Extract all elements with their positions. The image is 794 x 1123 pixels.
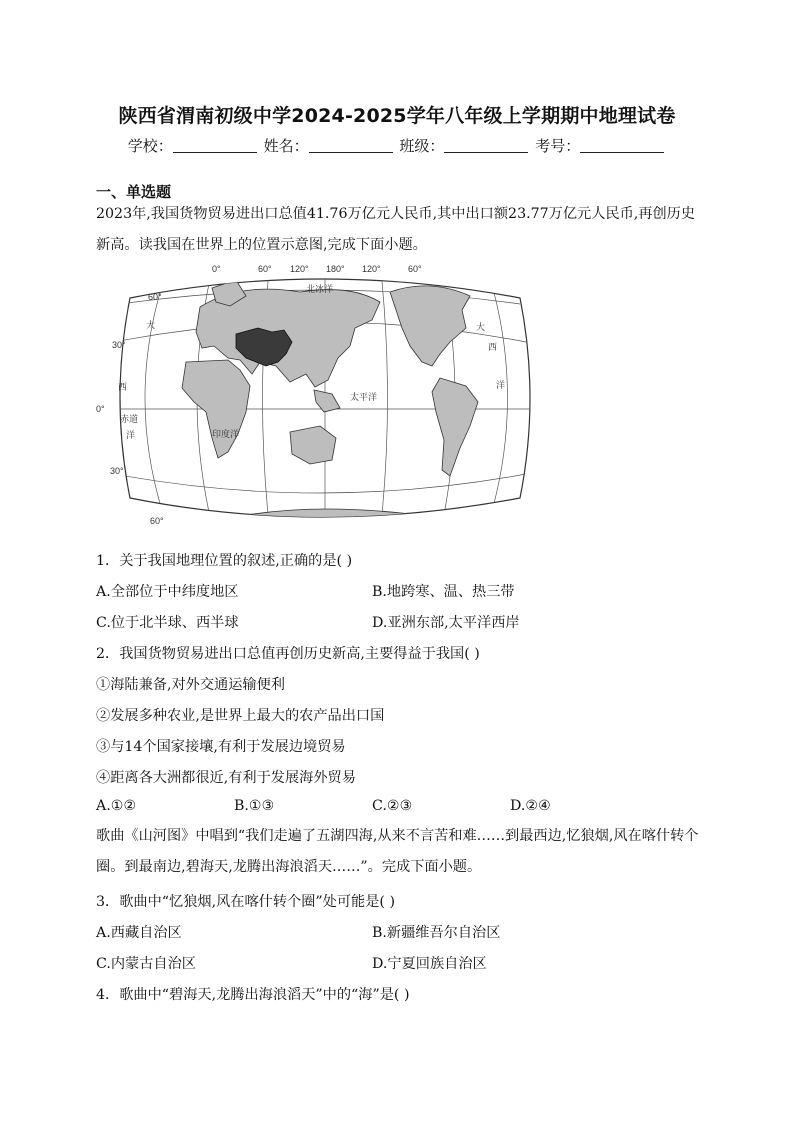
label-atlantic-right-1: 大 [476,322,486,332]
q2-option-c[interactable]: C.②③ [372,798,413,814]
q3-option-b[interactable]: B.新疆维吾尔自治区 [372,925,501,941]
class-label: 班级： [399,137,445,155]
q2-option-a[interactable]: A.①② [96,798,137,814]
lat-label-30s: 30° [110,466,124,476]
label-indian-ocean: 印度洋 [212,429,240,439]
label-atlantic-right-2: 西 [488,342,498,352]
name-label: 姓名： [263,137,309,155]
lat-label-0: 0° [96,404,105,414]
lat-label-60s: 60° [150,516,164,526]
exam-title: 陕西省渭南初级中学2024-2025学年八年级上学期期中地理试卷 [118,105,676,127]
q1-option-d[interactable]: D.亚洲东部,太平洋西岸 [372,615,520,631]
lon-label-60e: 60° [258,264,272,274]
lat-label-30n: 30° [112,340,126,350]
lon-label-120w: 120° [362,264,381,274]
lon-label-180: 180° [326,264,345,274]
q4-stem: 4．歌曲中“碧海天,龙腾出海浪滔天”中的“海”是( ) [96,987,410,1003]
q1-option-b[interactable]: B.地跨寒、温、热三带 [372,584,515,600]
q2-stem: 2．我国货物贸易进出口总值再创历史新高,主要得益于我国( ) [96,646,480,662]
q1-option-c[interactable]: C.位于北半球、西半球 [96,615,239,631]
world-map-figure [96,262,530,534]
lon-label-120e: 120° [290,264,309,274]
q2-option-b[interactable]: B.①③ [234,798,275,814]
q2-statement-1: ①海陆兼备,对外交通运输便利 [96,677,285,693]
intro-paragraph-2: 歌曲《山河图》中唱到“我们走遍了五湖四海,从来不言苦和难……到最西边,忆狼烟,风在喀什转个圈。到最南边,碧海天,龙腾出海浪滔天……”。完成下面小题。 [96,828,699,875]
label-atlantic-left-1: 大 [146,320,156,330]
label-pacific-ocean: 太平洋 [350,392,378,402]
name-blank[interactable] [309,138,393,153]
intro-paragraph-1: 2023年,我国货物贸易进出口总值41.76万亿元人民币,其中出口额23.77万亿元人民币,再创历史新高。读我国在世界上的位置示意图,完成下面小题。 [96,206,696,253]
lat-label-60n: 60° [148,292,162,302]
school-blank[interactable] [173,138,257,153]
q2-statement-4: ④距离各大洲都很近,有利于发展海外贸易 [96,770,356,786]
student-info-line [0,135,794,156]
number-blank[interactable] [580,138,664,153]
lon-label-60w: 60° [408,264,422,274]
number-label: 考号： [535,137,581,155]
q2-statement-2: ②发展多种农业,是世界上最大的农产品出口国 [96,708,385,724]
q3-option-d[interactable]: D.宁夏回族自治区 [372,956,487,972]
q1-option-a[interactable]: A.全部位于中纬度地区 [96,584,239,600]
label-arctic-ocean: 北冰洋 [306,284,334,294]
q3-option-c[interactable]: C.内蒙古自治区 [96,956,196,972]
class-blank[interactable] [444,138,528,153]
label-atlantic-left-3: 洋 [126,430,136,440]
school-label: 学校： [127,137,173,155]
q3-option-a[interactable]: A.西藏自治区 [96,925,182,941]
label-equator: 赤道 [120,414,139,424]
section-heading-single-choice: 一、单选题 [96,183,172,201]
lon-label-0: 0° [212,264,221,274]
label-atlantic-right-3: 洋 [496,380,506,390]
label-atlantic-left-2: 西 [118,382,128,392]
q1-stem: 1．关于我国地理位置的叙述,正确的是( ) [96,553,353,569]
q2-option-d[interactable]: D.②④ [510,798,551,814]
q3-stem: 3．歌曲中“忆狼烟,风在喀什转个圈”处可能是( ) [96,894,395,910]
q2-statement-3: ③与14个国家接壤,有利于发展边境贸易 [96,739,346,755]
